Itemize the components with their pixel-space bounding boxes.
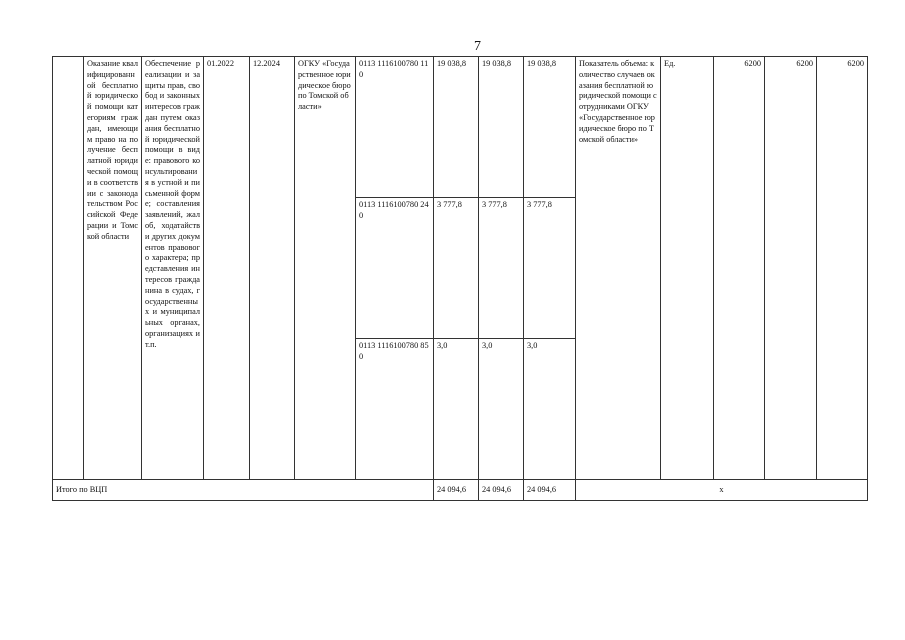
row-number-cell bbox=[53, 57, 84, 480]
amount-cell: 3 777,8 bbox=[434, 198, 479, 339]
total-label: Итого по ВЦП bbox=[53, 480, 434, 501]
total-amount-cell: 24 094,6 bbox=[479, 480, 524, 501]
budget-code-cell: 0113 1116100780 240 bbox=[356, 198, 434, 339]
start-date-cell: 01.2022 bbox=[204, 57, 250, 480]
amount-cell: 3 777,8 bbox=[479, 198, 524, 339]
amount-cell: 19 038,8 bbox=[524, 57, 576, 198]
indicator-cell: Показатель объема: количество случаев оказания бесплатной юридической помощи сотрудниками ОГКУ «Государственное юридическое бюро по Томской области» bbox=[576, 57, 661, 480]
indicator-value-cell: 6200 bbox=[817, 57, 868, 480]
amount-cell: 19 038,8 bbox=[479, 57, 524, 198]
end-date-cell: 12.2024 bbox=[250, 57, 295, 480]
amount-cell: 19 038,8 bbox=[434, 57, 479, 198]
total-amount-cell: 24 094,6 bbox=[434, 480, 479, 501]
amount-cell: 3,0 bbox=[479, 339, 524, 480]
page-number: 7 bbox=[474, 39, 481, 54]
task-cell: Оказание квалифицированной бесплатной юридической помощи категориям граждан, имеющим право на получение бесплатной юридической помощи в соответствии с законодательством Российской Федерации и Томской области bbox=[84, 57, 142, 480]
unit-cell: Ед. bbox=[661, 57, 714, 480]
amount-cell: 3 777,8 bbox=[524, 198, 576, 339]
total-row bbox=[53, 480, 868, 501]
amount-cell: 3,0 bbox=[524, 339, 576, 480]
total-mark: х bbox=[576, 480, 868, 501]
amount-cell: 3,0 bbox=[434, 339, 479, 480]
indicator-value-cell: 6200 bbox=[714, 57, 765, 480]
program-table bbox=[52, 56, 868, 501]
executor-cell: ОГКУ «Государственное юридическое бюро по Томской области» bbox=[295, 57, 356, 480]
total-amount-cell: 24 094,6 bbox=[524, 480, 576, 501]
table-row bbox=[53, 57, 868, 198]
budget-code-cell: 0113 1116100780 850 bbox=[356, 339, 434, 480]
activity-cell: Обеспечение реализации и защиты прав, свобод и законных интересов граждан путем оказания бесплатной юридической помощи в виде: правового консультирования в устной и письменной форме; составления заявлений, жалоб, ходатайств и других документов правового характера; представления интересов гражданина в судах, государственных и муниципальных органах, организациях и т.п. bbox=[142, 57, 204, 480]
budget-code-cell: 0113 1116100780 110 bbox=[356, 57, 434, 198]
indicator-value-cell: 6200 bbox=[765, 57, 817, 480]
